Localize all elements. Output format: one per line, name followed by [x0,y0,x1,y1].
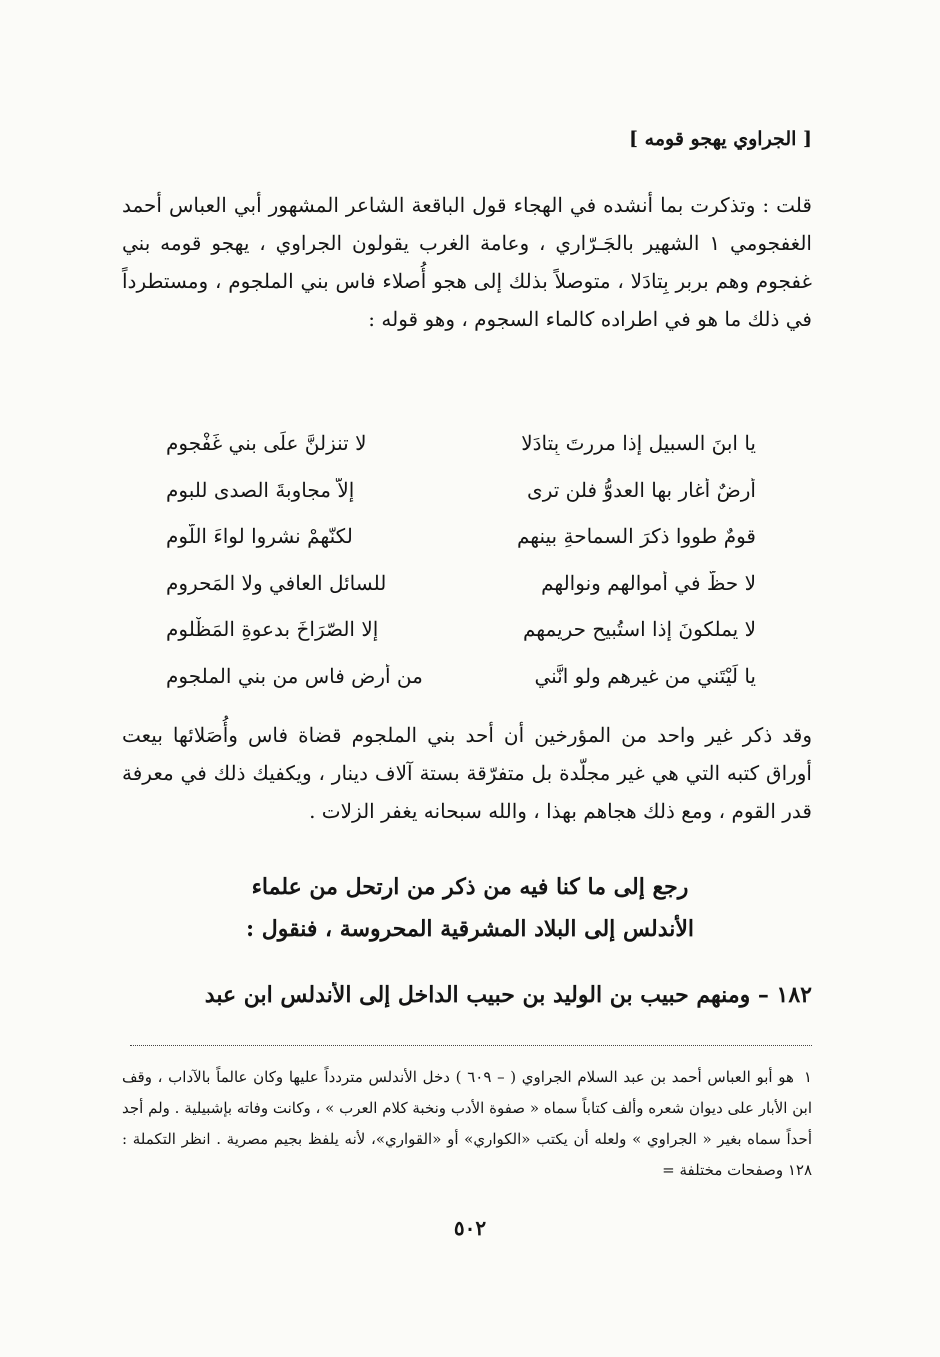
verse-second-hemistich: إلا الصّرَاخَ بدعوةِ المَظْلوم [166,617,379,642]
section-heading-line: رجع إلى ما كنا فيه من ذكر من ارتحل من علماء [251,874,689,900]
footnote-number: ١ [803,1068,812,1086]
verse-first-hemistich: لا يملكونَ إذا استُبيح حريمهم [522,617,756,642]
verse-first-hemistich: لا حظَّ في أموالهم ونوالهم [541,570,756,595]
verse-second-hemistich: من أرضِ فاسٍ من بني الملجوم [166,663,423,688]
footnote [122,1062,812,1186]
verse-first-hemistich: يا ابنَ السبيل إذا مررتَ بِتادَلا [521,431,756,456]
footnote-divider [130,1045,812,1046]
section-heading [130,866,810,950]
verse-second-hemistich: لكنّهمْ نشروا لواءَ اللُّوم [166,524,353,549]
poem-verse [166,606,756,653]
entry-heading: ١٨٢ – ومنهم حبيب بن الوليد بن حبيب الداخل إلى الأندلس ابن عبد [204,982,812,1008]
poem-verse [166,560,756,607]
verse-first-hemistich: يا لَيْتَني من غيرهم ولو انَّني [534,663,756,688]
verse-first-hemistich: أرضٌ أغار بها العدوُّ فلن ترى [527,477,756,502]
verse-second-hemistich: إلاّ مجاوبةَ الصدى للبوم [166,477,355,502]
poem-verse [166,420,756,467]
poem [166,420,756,699]
page-number: ٥٠٢ [453,1216,487,1240]
poem-verse [166,513,756,560]
verse-second-hemistich: للسائل العافي ولا المَحروم [166,570,387,595]
section-heading-line: الأندلس إلى البلاد المشرقية المحروسة ، فنقول : [245,916,695,942]
verse-second-hemistich: لا تنزلنَّ علَى بني غَفْجوم [166,431,367,456]
paragraph-intro: قلت : وتذكرت بما أنشده في الهجاء قول الباقعة الشاعر المشهور أبي العباس أحمد الغفجومي ١ الشهير بالجَـرّاري ، وعامة الغرب يقولون الجراوي ، يهجو قومه بني غفجوم وهم بربر بِتادَلا ، متوصلاً بذلك إلى هجو أُصلاء فاس بني الملجوم ، ومستطرداً في ذلك ما هو في اطراده كالماء السجوم ، وهو قوله : [122,193,812,331]
running-header: [ الجراوي يهجو قومه ] [629,128,812,150]
verse-first-hemistich: قومٌ طووا ذكرَ السماحةِ بينهم [516,524,756,549]
footnote-text: هو أبو العباس أحمد بن عبد السلام الجراوي ( – ٦٠٩ ) دخل الأندلس متردداً عليها وكان عالماً بالآداب ، وقف ابن الأبار على ديوان شعره وألف كتاباً سماه « صفوة الأدب ونخبة كلام العرب » ، وكانت وفاته بإشبيلية . ولم أجد أحداً سماه بغير « الجراوي » ولعله أن يكتب «الكواري» أو «القواري»، لأنه يلفظ بجيم مصرية . انظر التكملة : ١٢٨ وصفحات مختلفة = [122,1068,812,1179]
paragraph-commentary: وقد ذكر غير واحد من المؤرخين أن أحد بني الملجوم قضاة فاس وأُصَلائها بيعت أوراق كتبه التي هي غير مجلّدة بل متفرّقة بستة آلاف دينار ، ويكفيك ذلك في معرفة قدر القوم ، ومع ذلك هجاهم بهذا ، والله سبحانه يغفر الزلات . [122,723,812,823]
poem-verse [166,653,756,700]
poem-verse [166,467,756,514]
